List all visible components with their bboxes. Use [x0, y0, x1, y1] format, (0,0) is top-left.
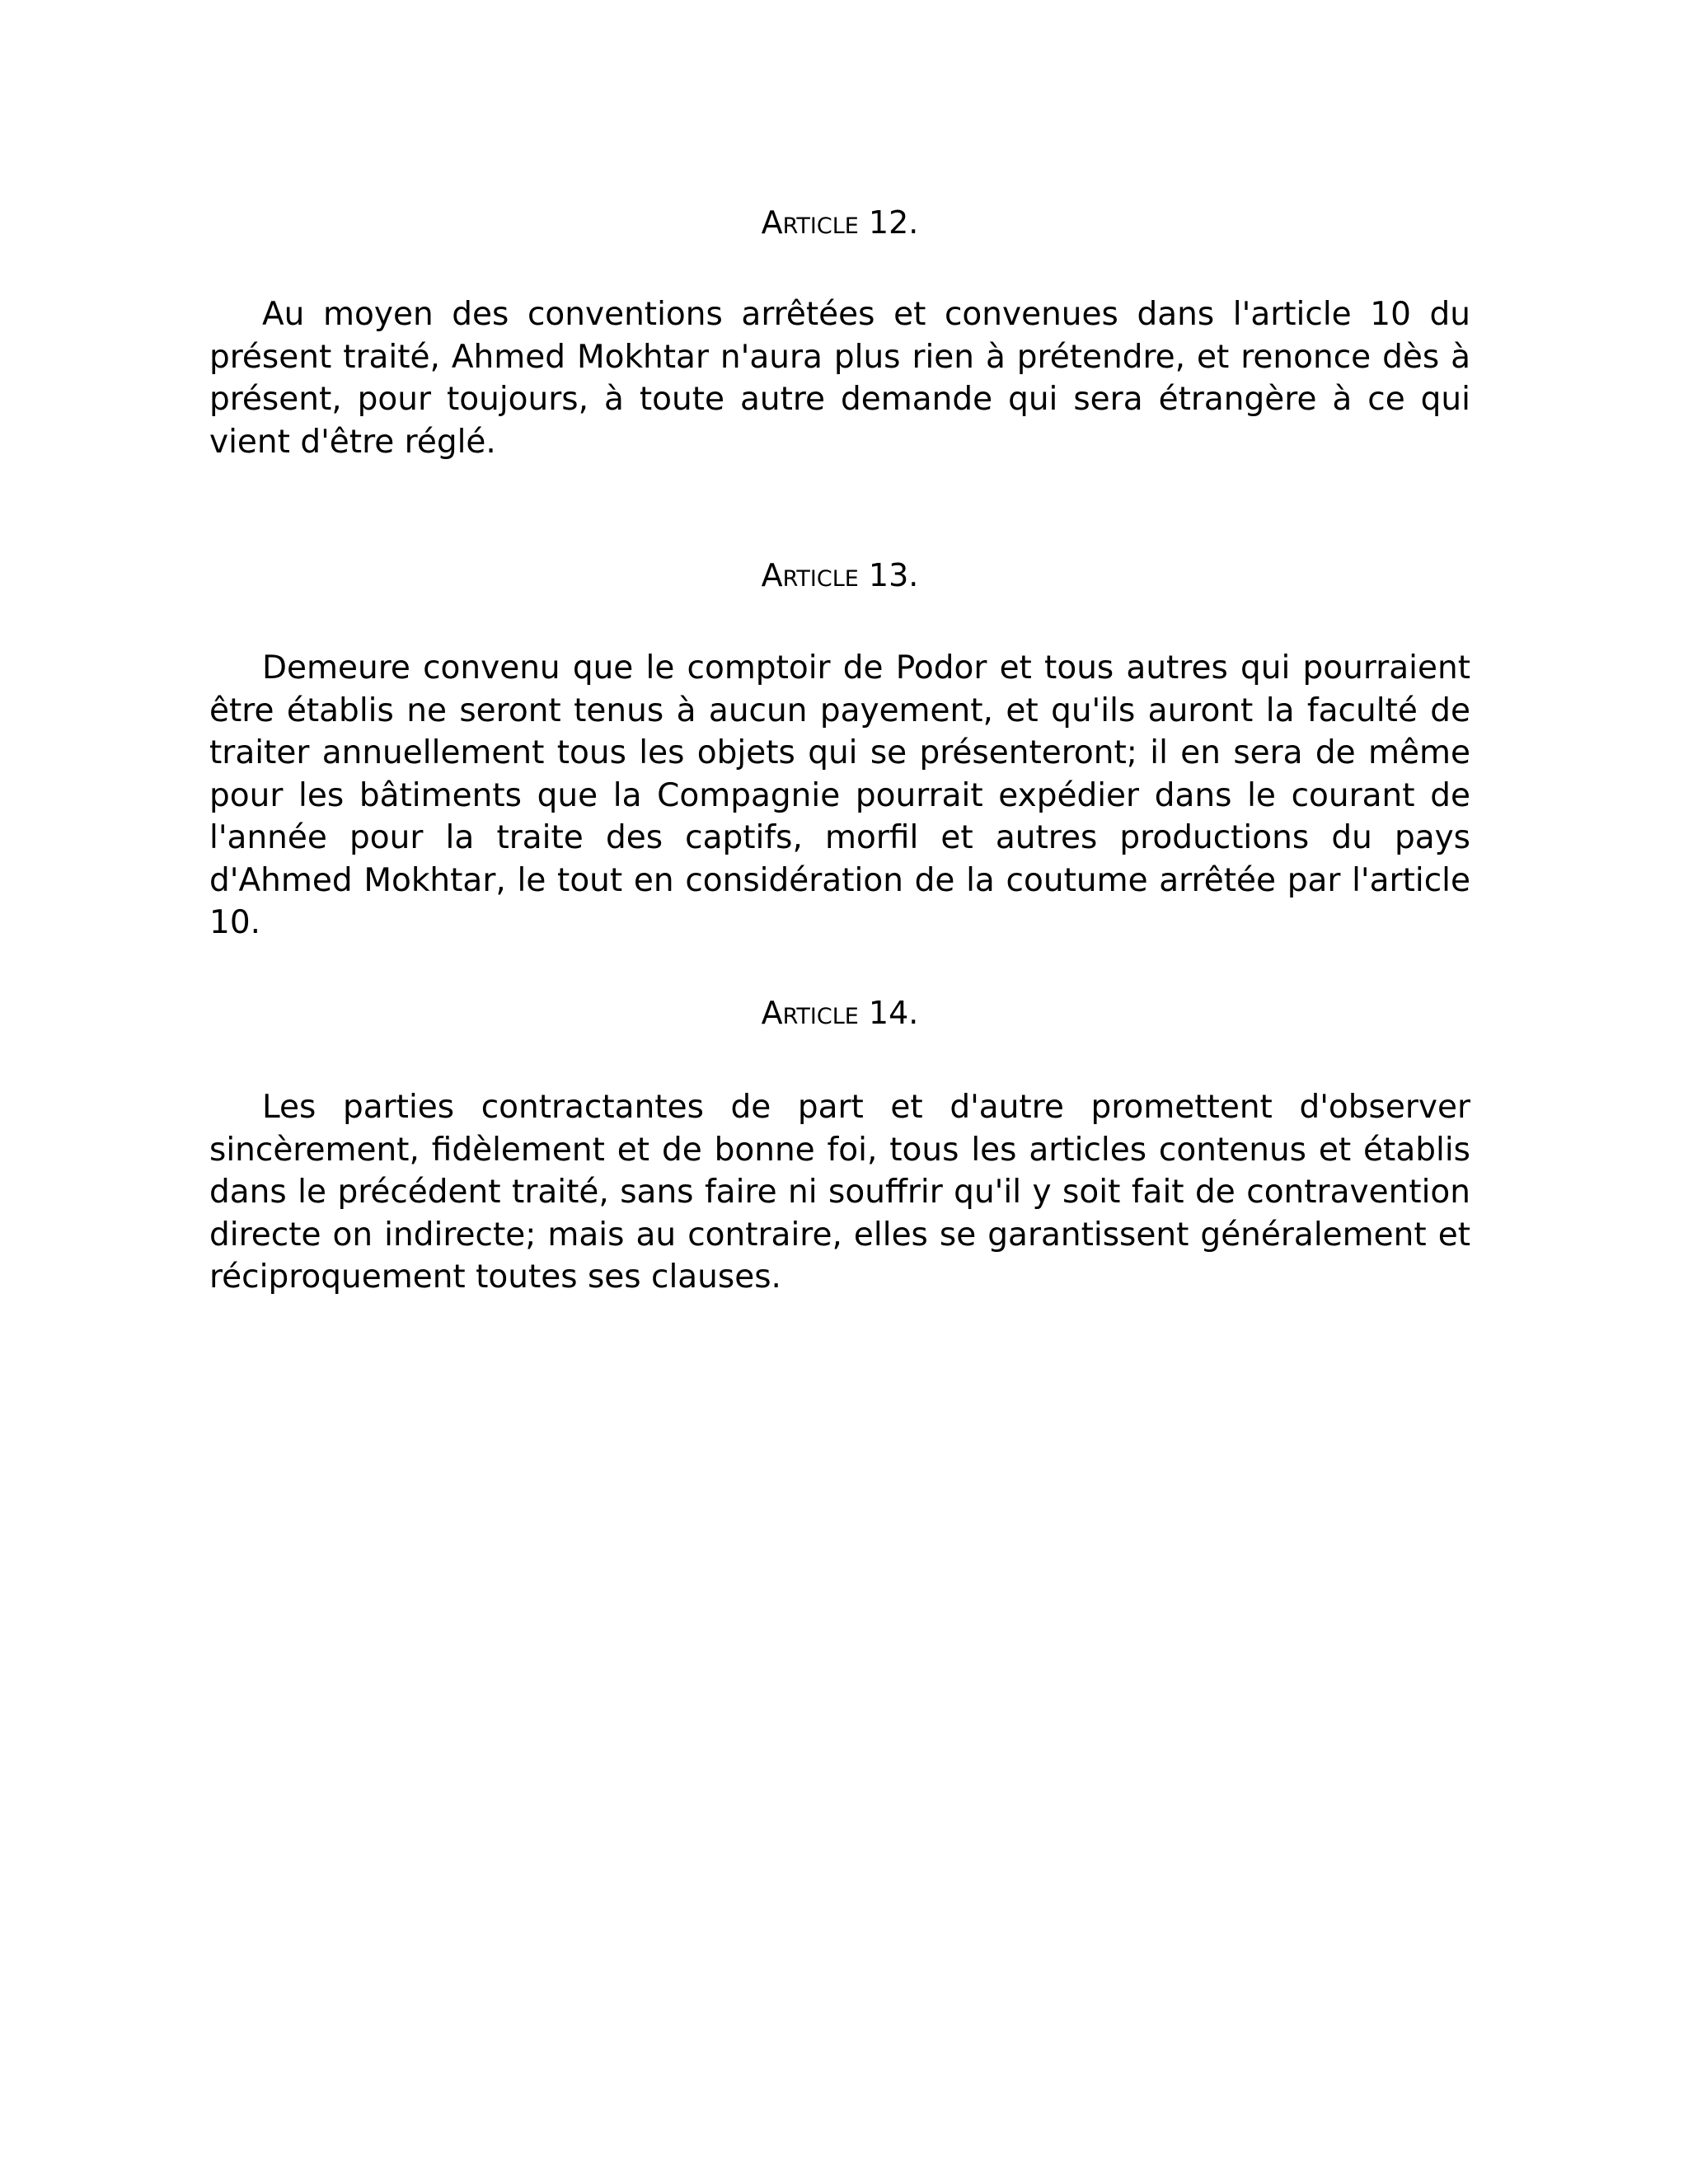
article-13-heading [209, 554, 1470, 597]
article-14-heading-text: Article 14. [761, 995, 919, 1031]
article-13-paragraph: Demeure convenu que le comptoir de Podor et tous autres qui pourraient être établis ne seront tenus à aucun payement, et qu'ils auront la faculté de traiter annuellement tous les objets qui se présenteront; il en sera de même pour les bâtiments que la Compagnie pourrait expédier dans le courant de l'année pour la traite des captifs, morfil et autres productions du pays d'Ahmed Mokhtar, le tout en considération de la coutume arrêtée par l'article 10. [209, 649, 1470, 941]
article-14-heading [209, 991, 1470, 1034]
article-14-body [209, 1086, 1470, 1299]
article-12-paragraph: Au moyen des conventions arrêtées et convenues dans l'article 10 du présent traité, Ahmed Mokhtar n'aura plus rien à prétendre, et renonce dès à présent, pour toujours, à toute autre demande qui sera étrangère à ce qui vient d'être réglé. [209, 296, 1470, 461]
article-12-heading [209, 201, 1470, 244]
article-12-body [209, 293, 1470, 463]
article-13-heading-text: Article 13. [761, 557, 919, 593]
article-12-heading-text: Article 12. [761, 204, 919, 241]
article-14-paragraph: Les parties contractantes de part et d'autre promettent d'observer sincèrement, fidèlement et de bonne foi, tous les articles contenus et établis dans le précédent traité, sans faire ni souffrir qu'il y soit fait de contravention directe on indirecte; mais au contraire, elles se garantissent généralement et réciproquement toutes ses clauses. [209, 1089, 1470, 1296]
article-13-body [209, 647, 1470, 944]
